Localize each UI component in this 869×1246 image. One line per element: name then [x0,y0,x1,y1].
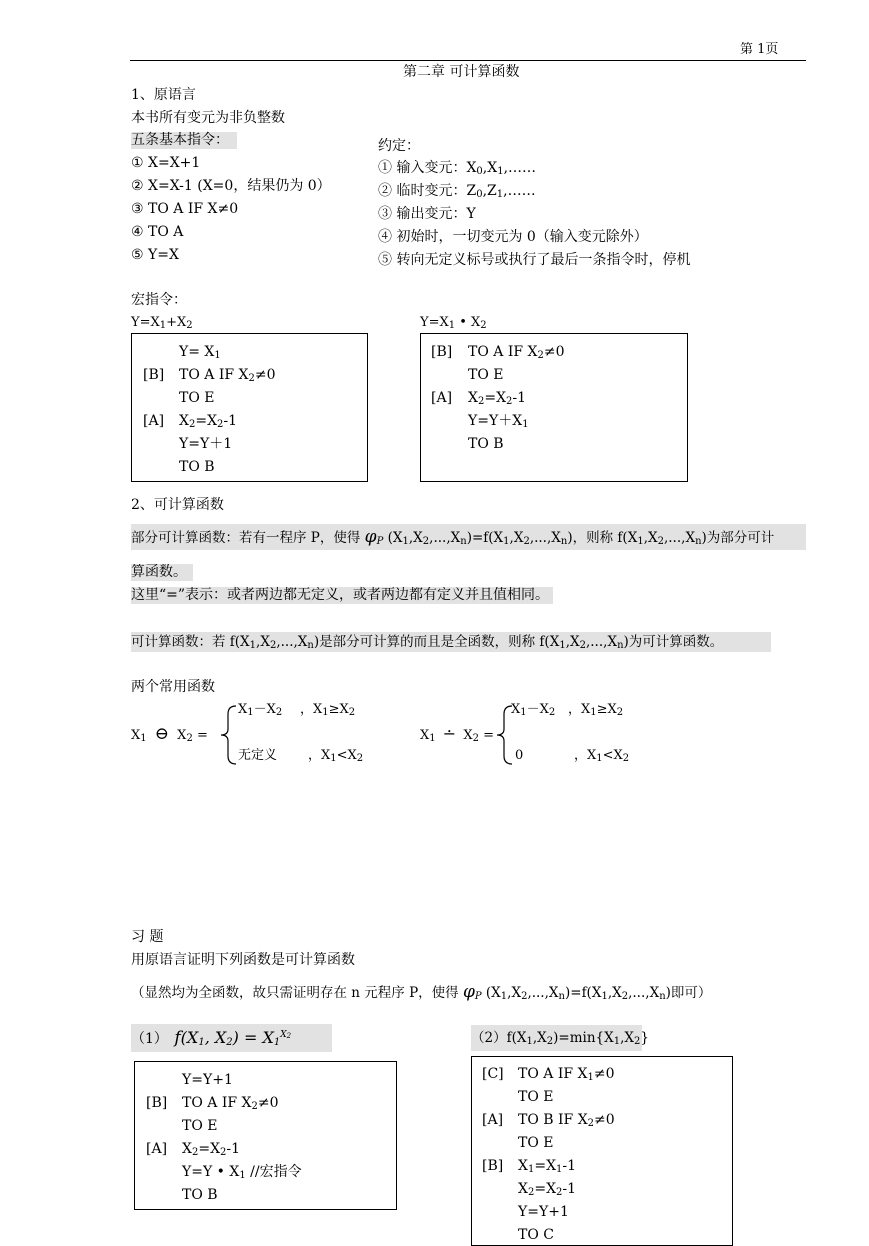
program-line [518,1204,569,1221]
problem-2-program [471,1056,733,1246]
code-text: TO E [518,1089,554,1105]
code-text: Y=Y+1 [182,1072,233,1088]
program-line [468,390,526,407]
code-text: -1 [226,1141,241,1157]
convention-item [378,183,536,200]
subscript: 2 [587,1118,595,1129]
f2-cond2: ，$X_1<X_2$ [574,748,630,764]
section-2-title: 2、可计算函数 [131,497,224,513]
subscript: 1 [527,1164,535,1175]
subscript: 2 [191,1147,199,1158]
code-text: -1 [562,1181,577,1197]
f1-case1: $X_1-X_2$ [238,702,283,718]
instruction-item: ② X=X-1 (X=0，结果仍为 0） [131,178,331,194]
subscript: 1 [587,1072,594,1083]
code-text: TO E [182,1118,218,1134]
mul-macro-caption: $Y=X_1$ • $X_2$ [420,315,487,331]
computable-definition: 可计算函数：若 $f(X_1,X_2,...,X_n)$是部分可计算的而且是全函数，则称 $f(X_1,X_2,...,X_n)$为可计算函数。 [131,632,771,652]
program-line [518,1089,554,1106]
code-text: X [518,1158,528,1174]
code-text: Y= X [179,344,215,360]
subscript: 2 [527,1187,535,1198]
program-line [179,436,232,453]
code-text: TO B [179,459,215,475]
code-text: -1 [223,413,238,429]
subscript: 1 [496,189,504,200]
code-text: X [182,1141,192,1157]
add-macro-program [131,333,368,482]
section-1-title: 1、原语言 [131,87,196,103]
instruction-item: ④ TO A [131,224,184,240]
code-text: TO E [518,1135,554,1151]
program-line [179,390,215,407]
code-text: =X [534,1158,557,1174]
problem-1-caption: （1） $f(X_1$, $X_2) = X_1^{X_2}$ [131,1024,332,1052]
circle-minus-icon: ⊖ [154,724,170,744]
code-text: Y=Y＋1 [179,436,233,452]
program-line [518,1135,554,1152]
convention-text: ,X [482,160,498,176]
program-line [182,1072,233,1089]
f1-case2: 无定义 [238,748,278,763]
program-line [518,1112,615,1129]
program-line [468,413,529,430]
program-line [518,1158,576,1175]
exercise-title: 习 题 [131,929,164,945]
code-text: X [179,413,189,429]
equals-note: 这里“=”表示：或者两边都无定义，或者两边都有定义并且值相同。 [131,587,553,604]
instruction-item: ⑤ Y=X [131,247,179,263]
program-line [518,1227,554,1244]
code-text: Y=Y+1 [518,1204,569,1220]
subscript: 2 [556,1187,563,1198]
program-label: [C] [482,1066,504,1082]
code-text: //宏指令 [245,1164,302,1180]
instruction-item: ① X=X+1 [131,155,201,171]
convention-text: ,…… [503,160,537,176]
code-text: =X [195,413,218,429]
program-line [179,344,221,361]
program-line [179,459,215,476]
program-line [468,344,565,361]
common-functions-title: 两个常用函数 [131,679,215,695]
code-text: ≠0 [257,1095,279,1111]
partial-computable-definition: 部分可计算函数：若有一程序 P，使得 $\varphi_P$ $(X_1,X_2,...,X_n)=f(X_1,X_2,...,X_n)$，则称 $f(X_1,X_2,...,X_n)$为部分可计 [131,524,806,550]
five-instructions-title: 五条基本指令： [131,132,237,149]
f1-cond2: ，$X_1<X_2$ [308,748,364,764]
chapter-title: 第二章 可计算函数 [403,64,520,80]
convention-title: 约定： [378,138,420,154]
dot-minus-icon: ∸ [442,724,457,743]
subscript: 2 [217,419,224,430]
convention-item [378,252,690,269]
code-text: ≠0 [593,1066,615,1082]
program-label: [A] [143,413,165,429]
program-label: [B] [143,367,165,383]
code-text: X [468,390,478,406]
code-text: Y=Y • X [182,1164,240,1180]
code-text: TO A IF X [518,1066,588,1082]
code-text: =X [534,1181,557,1197]
f1-lhs: $X_1$ ⊖ $X_2$ = [131,724,208,744]
subscript: 0 [476,189,483,200]
subscript: 2 [188,419,196,430]
subscript: 1 [497,166,504,177]
code-text: ≠0 [543,344,565,360]
code-text: -1 [512,390,527,406]
convention-text: ② 临时变元：Z [378,183,477,199]
macro-title: 宏指令： [131,292,187,308]
convention-item [378,160,536,177]
subscript: 0 [476,166,483,177]
subscript: 1 [556,1164,563,1175]
program-line [179,367,276,384]
program-line [468,436,504,453]
program-line [182,1118,218,1135]
code-text: TO B IF X [518,1112,588,1128]
f1-brace-icon [218,704,238,766]
code-text: TO E [179,390,215,406]
program-line [518,1066,615,1083]
subscript: 2 [477,396,485,407]
code-text: =X [198,1141,221,1157]
code-text: Y=Y＋X [468,413,523,429]
f2-case1: $X_1-X_2$ [511,702,556,718]
mul-macro-program [420,333,688,482]
code-text: TO A IF X [182,1095,252,1111]
code-text: =X [484,390,507,406]
f2-cond1: ，$X_1\ge X_2$ [568,702,624,718]
problem-2-caption: $(2)f(X_1,X_2)=\min\{X_1,X_2\}$ [471,1025,642,1051]
subscript: 2 [537,350,544,361]
program-label: [A] [146,1141,168,1157]
subscript: 1 [239,1170,246,1181]
program-line [518,1181,576,1198]
program-line [179,413,237,430]
subscript: 1 [522,419,529,430]
code-text: TO B [468,436,504,452]
code-text: TO E [468,367,504,383]
header-rule [130,60,806,61]
page-number: 第 1页 [740,42,779,57]
partial-computable-definition-end: 算函数。 [131,564,193,581]
f2-lhs: $X_1$ ∸ $X_2$ = [420,724,495,744]
code-text: ≠0 [254,367,276,383]
convention-item [378,206,476,223]
program-line [182,1187,218,1204]
subscript: 2 [506,396,513,407]
code-text: TO A IF X [468,344,538,360]
instruction-item: ③ TO A IF X≠0 [131,201,239,217]
code-text: TO B [182,1187,218,1203]
program-line [182,1141,240,1158]
f2-case2: 0 [515,748,524,763]
convention-text: ,…… [503,183,536,199]
exercise-intro: 用原语言证明下列函数是可计算函数 [131,952,355,968]
convention-text: ⑤ 转向无定义标号或执行了最后一条指令时，停机 [378,252,691,268]
program-label: [B] [146,1095,168,1111]
program-label: [A] [482,1112,504,1128]
program-label: [A] [431,390,453,406]
subscript: 2 [220,1147,227,1158]
code-text: TO C [518,1227,554,1243]
convention-text: ,Z [482,183,497,199]
subscript: 2 [251,1101,258,1112]
add-macro-caption: $Y=X_1+X_2$ [131,315,193,331]
convention-item [378,229,648,246]
exercise-hint: （显然均为全函数，故只需证明存在 n 元程序 P，使得 $\varphi_P$ $(X_1,X_2,...,X_n)=f(X_1,X_2,...,X_n)$即可） [131,982,712,1002]
f1-cond1: ，$X_1\ge X_2$ [300,702,356,718]
convention-text: ④ 初始时，一切变元为 0（输入变元除外） [378,229,648,245]
code-text: ≠0 [594,1112,615,1128]
problem-1-program [134,1061,397,1210]
convention-text: ① 输入变元：X [378,160,477,176]
program-label: [B] [431,344,453,360]
program-line [182,1164,302,1181]
variables-note: 本书所有变元为非负整数 [131,110,285,126]
code-text: X [518,1181,528,1197]
convention-text: ③ 输出变元：Y [378,206,476,222]
subscript: 1 [214,350,221,361]
code-text: TO A IF X [179,367,249,383]
program-line [468,367,504,384]
subscript: 2 [248,373,255,384]
program-line [182,1095,279,1112]
program-label: [B] [482,1158,504,1174]
code-text: -1 [562,1158,577,1174]
